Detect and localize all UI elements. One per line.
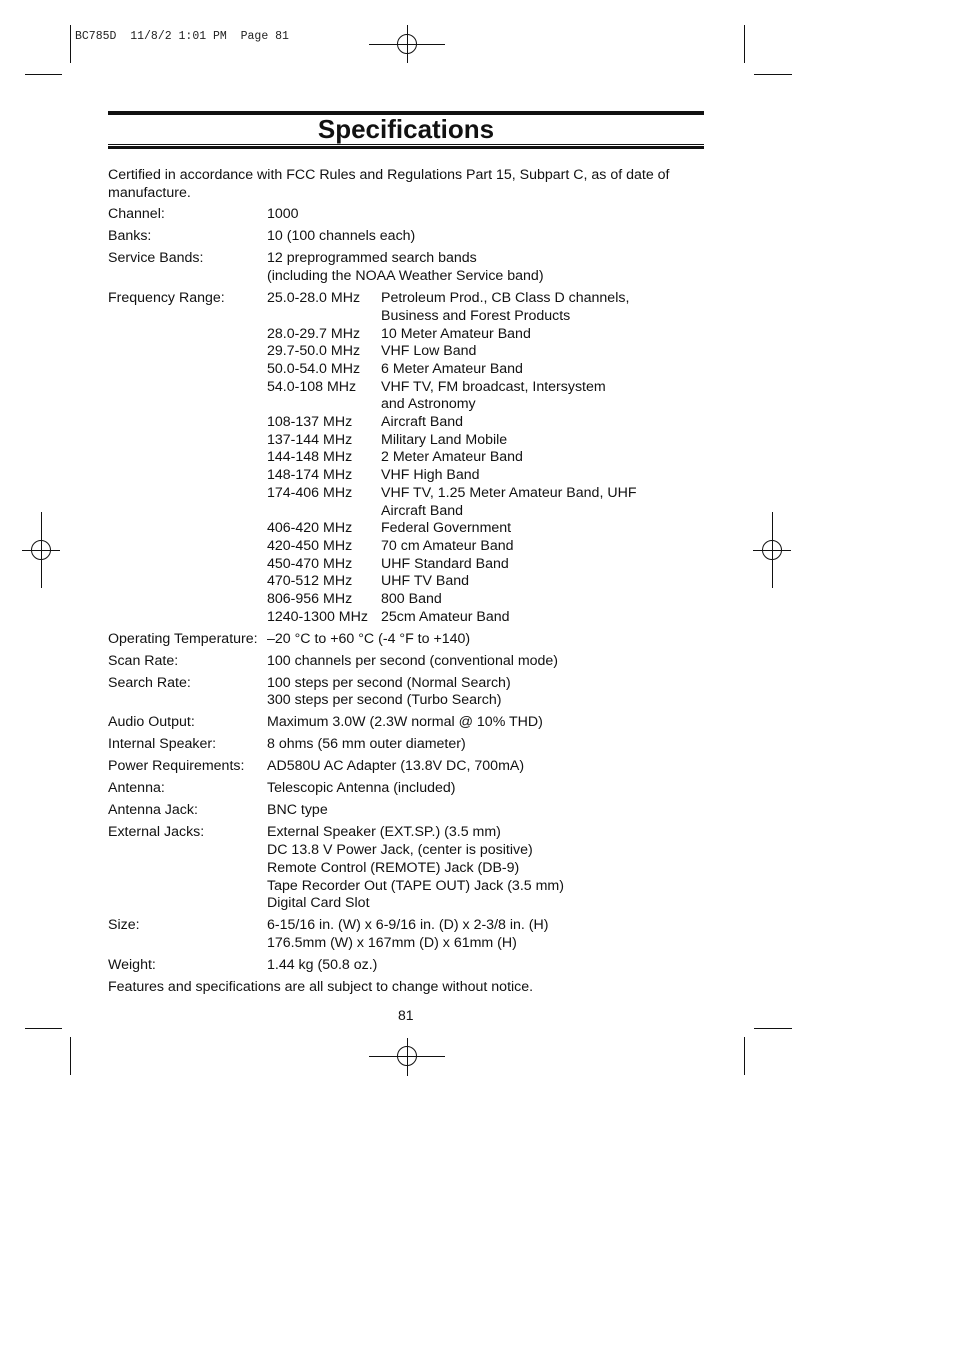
spec-value bbox=[267, 917, 708, 952]
spec-value bbox=[267, 631, 708, 649]
frequency-row bbox=[267, 520, 708, 538]
frequency-description-line: 2 Meter Amateur Band bbox=[381, 449, 523, 466]
spec-value-line: 6-15/16 in. (W) x 6-9/16 in. (D) x 2-3/8 in. (H) bbox=[267, 917, 549, 934]
frequency-description-line: 25cm Amateur Band bbox=[381, 608, 510, 625]
spec-label: Audio Output: bbox=[108, 714, 195, 731]
spec-value bbox=[267, 653, 708, 671]
spec-value-line: 12 preprogrammed search bands bbox=[267, 250, 477, 267]
frequency-row bbox=[267, 556, 708, 574]
spec-row bbox=[108, 631, 708, 649]
spec-value-line: 100 steps per second (Normal Search) bbox=[267, 674, 511, 691]
frequency-description bbox=[381, 538, 514, 556]
frequency-row bbox=[267, 467, 708, 485]
frequency-range: 144-148 MHz bbox=[267, 449, 353, 466]
spec-value-line: 8 ohms (56 mm outer diameter) bbox=[267, 736, 466, 753]
frequency-description-line: UHF Standard Band bbox=[381, 555, 509, 572]
frequency-description-line: VHF TV, 1.25 Meter Amateur Band, UHF bbox=[381, 484, 637, 501]
spec-value bbox=[267, 675, 708, 710]
spec-label: Scan Rate: bbox=[108, 652, 179, 669]
frequency-description bbox=[381, 609, 510, 627]
frequency-description-line: Military Land Mobile bbox=[381, 431, 508, 448]
frequency-range: 25.0-28.0 MHz bbox=[267, 290, 361, 307]
frequency-range: 29.7-50.0 MHz bbox=[267, 343, 361, 360]
spec-label: Size: bbox=[108, 917, 140, 934]
frequency-description bbox=[381, 361, 523, 379]
frequency-description-line: Aircraft Band bbox=[381, 502, 464, 519]
spec-row bbox=[108, 758, 708, 776]
spec-value bbox=[267, 714, 708, 732]
frequency-description-line: VHF High Band bbox=[381, 467, 480, 484]
spec-value bbox=[267, 228, 708, 246]
frequency-description bbox=[381, 467, 480, 485]
spec-list-top bbox=[108, 206, 708, 285]
frequency-range: 137-144 MHz bbox=[267, 431, 353, 448]
frequency-description bbox=[381, 485, 636, 520]
spec-row bbox=[108, 250, 708, 285]
frequency-description bbox=[381, 591, 442, 609]
spec-value-line: External Speaker (EXT.SP.) (3.5 mm) bbox=[267, 824, 501, 841]
frequency-description-line: 800 Band bbox=[381, 591, 442, 608]
spec-row bbox=[108, 206, 708, 224]
frequency-range: 148-174 MHz bbox=[267, 467, 353, 484]
frequency-row bbox=[267, 414, 708, 432]
frequency-row bbox=[267, 326, 708, 344]
frequency-description-line: VHF Low Band bbox=[381, 343, 477, 360]
frequency-row bbox=[267, 361, 708, 379]
spec-value bbox=[267, 802, 708, 820]
frequency-description bbox=[381, 326, 531, 344]
spec-label: Banks: bbox=[108, 228, 152, 245]
spec-content bbox=[108, 167, 708, 997]
spec-value-line: 100 channels per second (conventional mode) bbox=[267, 652, 559, 669]
frequency-row bbox=[267, 343, 708, 361]
spec-value bbox=[267, 957, 708, 975]
frequency-row bbox=[267, 379, 708, 414]
frequency-description bbox=[381, 556, 509, 574]
spec-label: Operating Temperature: bbox=[108, 630, 258, 647]
spec-value bbox=[267, 758, 708, 776]
frequency-description-line: and Astronomy bbox=[381, 396, 476, 413]
spec-row bbox=[108, 675, 708, 710]
frequency-range: 470-512 MHz bbox=[267, 573, 353, 590]
frequency-description-line: UHF TV Band bbox=[381, 573, 470, 590]
frequency-range: 28.0-29.7 MHz bbox=[267, 325, 361, 342]
spec-label: External Jacks: bbox=[108, 824, 205, 841]
frequency-range: 174-406 MHz bbox=[267, 484, 353, 501]
frequency-range: 406-420 MHz bbox=[267, 520, 353, 537]
spec-row bbox=[108, 917, 708, 952]
page-title: Specifications bbox=[317, 114, 495, 144]
frequency-row bbox=[267, 573, 708, 591]
frequency-range: 50.0-54.0 MHz bbox=[267, 360, 361, 377]
frequency-description bbox=[381, 343, 476, 361]
frequency-range: 806-956 MHz bbox=[267, 591, 353, 608]
spec-value-line: Digital Card Slot bbox=[267, 895, 370, 912]
spec-value-line: 10 (100 channels each) bbox=[267, 228, 416, 245]
title-rule-bottom bbox=[108, 144, 704, 149]
spec-row bbox=[108, 780, 708, 798]
spec-value-line: Remote Control (REMOTE) Jack (DB-9) bbox=[267, 859, 520, 876]
spec-value bbox=[267, 250, 708, 285]
frequency-description bbox=[381, 520, 511, 538]
spec-list-bottom bbox=[108, 631, 708, 975]
spec-row bbox=[108, 228, 708, 246]
frequency-range: 420-450 MHz bbox=[267, 537, 353, 554]
frequency-range: 54.0-108 MHz bbox=[267, 378, 357, 395]
spec-value-line: Maximum 3.0W (2.3W normal @ 10% THD) bbox=[267, 714, 543, 731]
spec-value-line: Telescopic Antenna (included) bbox=[267, 780, 456, 797]
spec-label: Search Rate: bbox=[108, 674, 191, 691]
frequency-description-line: VHF TV, FM broadcast, Intersystem bbox=[381, 378, 606, 395]
frequency-description bbox=[381, 449, 523, 467]
intro-paragraph: Certified in accordance with FCC Rules and Regulations Part 15, Subpart C, as of date of manufacture. bbox=[108, 167, 670, 201]
spec-value-line: DC 13.8 V Power Jack, (center is positive) bbox=[267, 842, 533, 859]
spec-row bbox=[108, 824, 708, 913]
spec-value-line: 1.44 kg (50.8 oz.) bbox=[267, 956, 378, 973]
spec-label: Channel: bbox=[108, 206, 165, 223]
frequency-description bbox=[381, 414, 463, 432]
spec-value bbox=[267, 736, 708, 754]
frequency-row bbox=[267, 485, 708, 520]
frequency-row bbox=[267, 538, 708, 556]
spec-value bbox=[267, 206, 708, 224]
frequency-row bbox=[267, 449, 708, 467]
frequency-row bbox=[267, 290, 708, 325]
page-number: 81 bbox=[398, 1007, 414, 1023]
frequency-range-row bbox=[108, 290, 708, 626]
spec-value-line: (including the NOAA Weather Service band) bbox=[267, 268, 544, 285]
spec-row bbox=[108, 653, 708, 671]
spec-value-line: Tape Recorder Out (TAPE OUT) Jack (3.5 mm) bbox=[267, 877, 564, 894]
spec-label: Power Requirements: bbox=[108, 758, 245, 775]
frequency-description-line: Petroleum Prod., CB Class D channels, bbox=[381, 290, 630, 307]
frequency-description bbox=[381, 379, 606, 414]
spec-label: Antenna: bbox=[108, 780, 165, 797]
frequency-description bbox=[381, 290, 629, 325]
frequency-range: 1240-1300 MHz bbox=[267, 608, 368, 625]
spec-row bbox=[108, 714, 708, 732]
spec-row bbox=[108, 736, 708, 754]
spec-value bbox=[267, 780, 708, 798]
frequency-row bbox=[267, 591, 708, 609]
spec-label: Antenna Jack: bbox=[108, 802, 198, 819]
spec-row bbox=[108, 957, 708, 975]
frequency-table bbox=[267, 290, 708, 626]
frequency-description-line: 70 cm Amateur Band bbox=[381, 537, 514, 554]
frequency-description-line: Business and Forest Products bbox=[381, 307, 571, 324]
frequency-row bbox=[267, 609, 708, 627]
spec-value-line: BNC type bbox=[267, 802, 328, 819]
spec-label: Frequency Range: bbox=[108, 290, 225, 307]
spec-value-line: –20 °C to +60 °C (-4 °F to +140) bbox=[267, 630, 471, 647]
spec-value-line: 300 steps per second (Turbo Search) bbox=[267, 692, 502, 709]
frequency-range: 108-137 MHz bbox=[267, 414, 353, 431]
spec-label: Weight: bbox=[108, 956, 156, 973]
printer-slug: BC785D 11/8/2 1:01 PM Page 81 bbox=[75, 30, 289, 43]
spec-label: Service Bands: bbox=[108, 250, 204, 267]
spec-value-line: 1000 bbox=[267, 206, 299, 223]
frequency-description-line: Federal Government bbox=[381, 520, 512, 537]
spec-row bbox=[108, 802, 708, 820]
footnote: Features and specifications are all subject to change without notice. bbox=[108, 978, 534, 995]
spec-value bbox=[267, 824, 708, 913]
spec-value-line: 176.5mm (W) x 167mm (D) x 61mm (H) bbox=[267, 934, 517, 951]
frequency-description-line: Aircraft Band bbox=[381, 414, 464, 431]
spec-label: Internal Speaker: bbox=[108, 736, 217, 753]
frequency-description bbox=[381, 573, 469, 591]
spec-value-line: AD580U AC Adapter (13.8V DC, 700mA) bbox=[267, 758, 525, 775]
frequency-description-line: 6 Meter Amateur Band bbox=[381, 360, 523, 377]
frequency-range: 450-470 MHz bbox=[267, 555, 353, 572]
frequency-description bbox=[381, 432, 507, 450]
frequency-description-line: 10 Meter Amateur Band bbox=[381, 325, 531, 342]
frequency-row bbox=[267, 432, 708, 450]
